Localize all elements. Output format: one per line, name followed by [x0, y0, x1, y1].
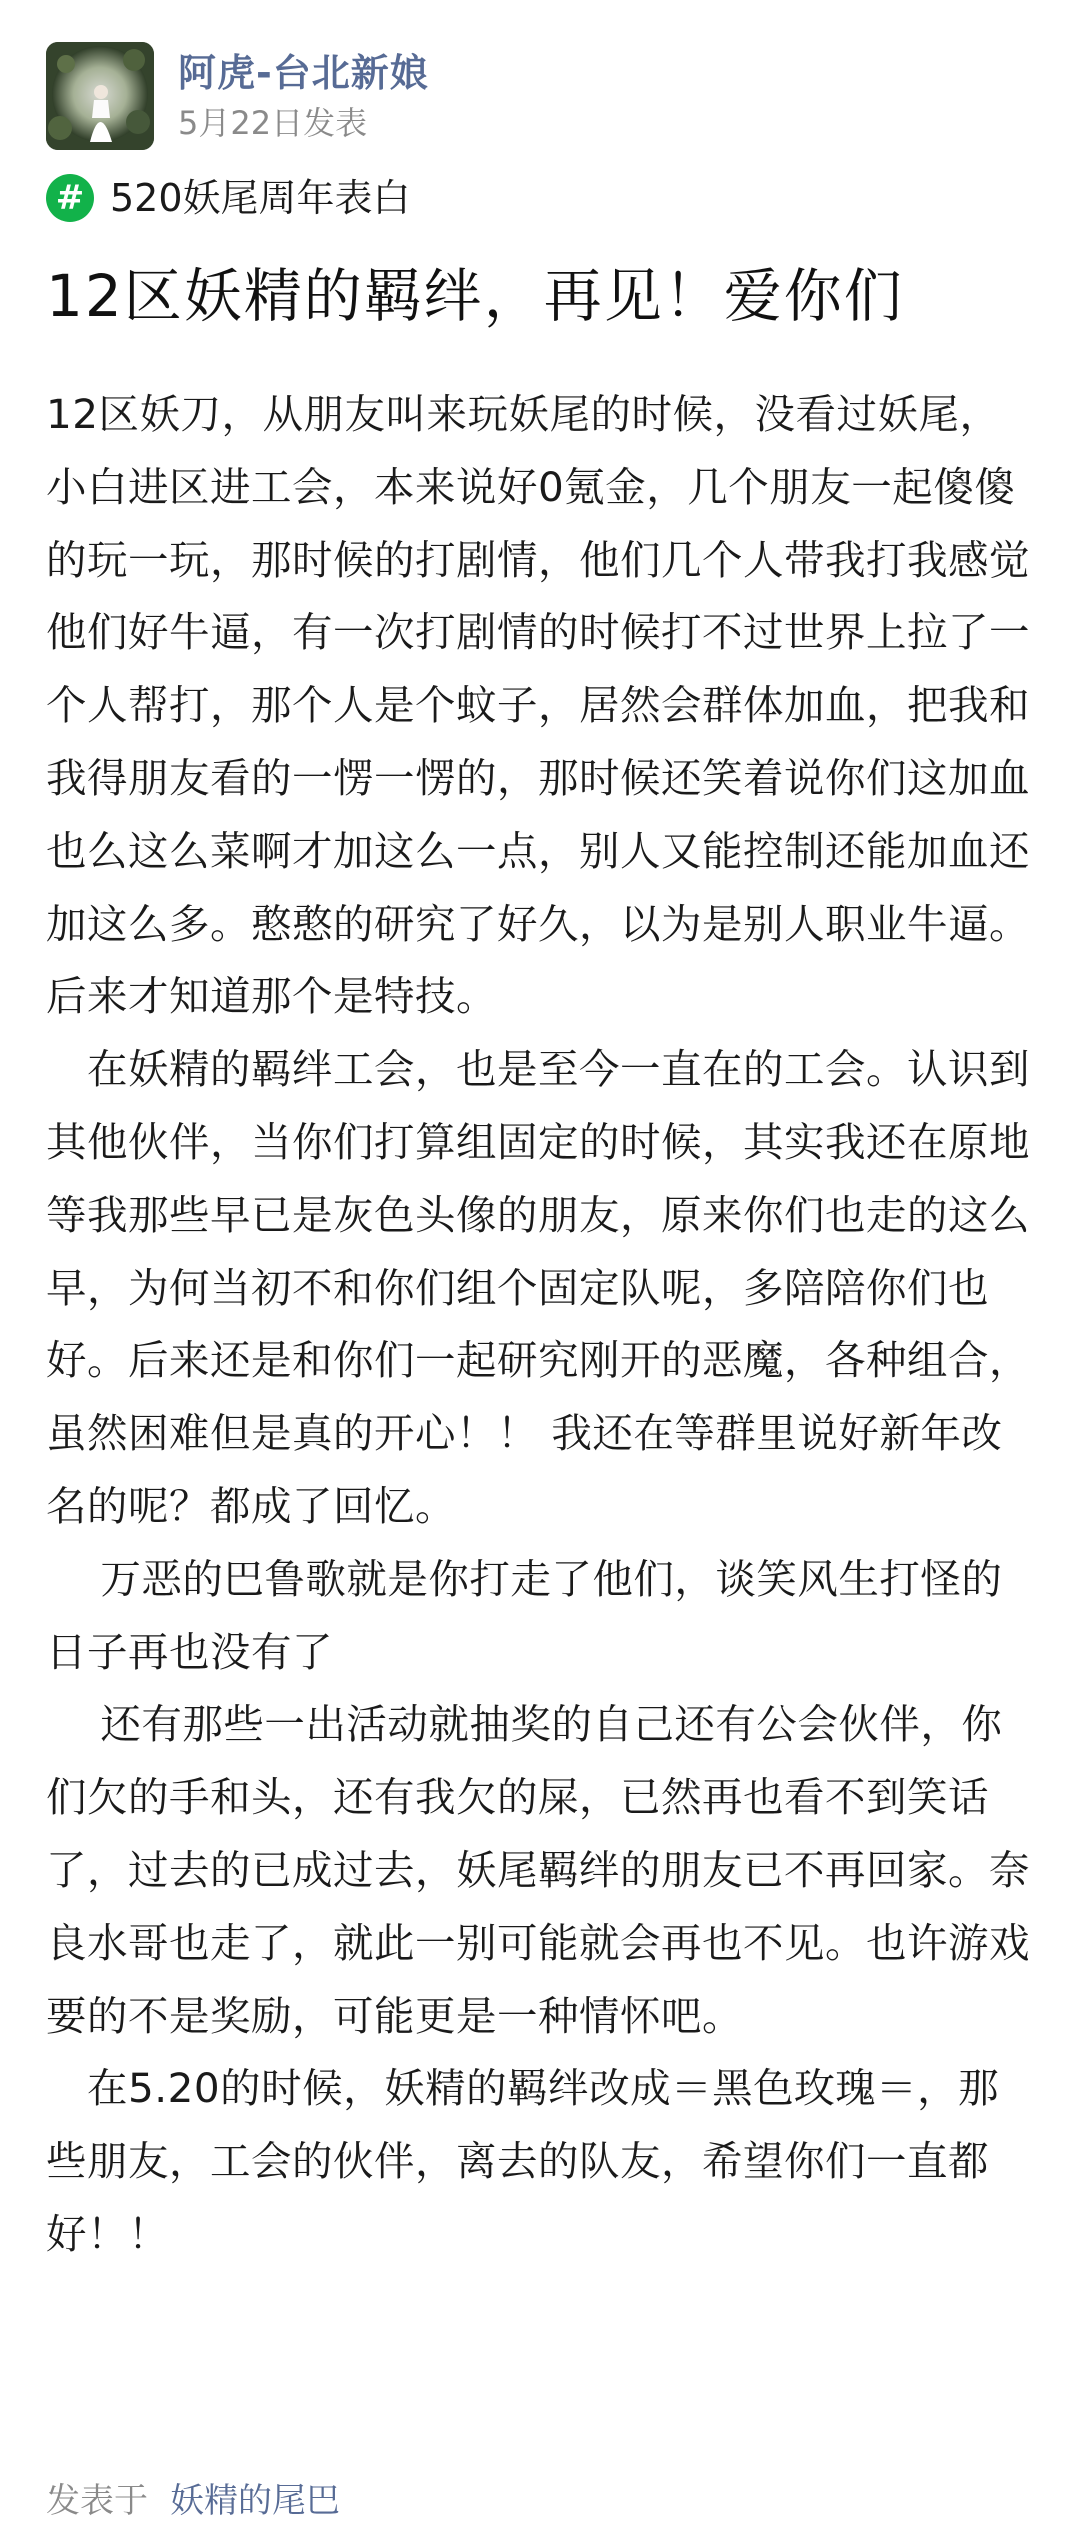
- post-paragraph: 万恶的巴鲁歌就是你打走了他们，谈笑风生打怪的日子再也没有了: [46, 1554, 1003, 1676]
- hashtag-icon: #: [46, 174, 94, 222]
- author-name[interactable]: 阿虎-台北新娘: [178, 51, 429, 95]
- post-paragraph: 在妖精的羁绊工会，也是至今一直在的工会。认识到其他伙伴，当你们打算组固定的时候，其实我还在原地等我那些早已是灰色头像的朋友，原来你们也走的这么早，为何当初不和你们组个固定队呢，多陪陪你们也好。后来还是和你们一起研究刚开的恶魔，各种组合，虽然困难但是真的开心！！ 我还在等群里说好新年改名的呢？都成了回忆。: [46, 1045, 1030, 1530]
- avatar[interactable]: [46, 42, 154, 150]
- post-paragraph: 12区妖刀，从朋友叫来玩妖尾的时候，没看过妖尾，小白进区进工会，本来说好0氪金，几个朋友一起傻傻的玩一玩，那时候的打剧情，他们几个人带我打我感觉他们好牛逼，有一次打剧情的时候打不过世界上拉了一个人帮打，那个人是个蚊子，居然会群体加血，把我和我得朋友看的一愣一愣的，那时候还笑着说你们这加血也么这么菜啊才加这么一点，别人又能控制还能加血还加这么多。憨憨的研究了好久，以为是别人职业牛逼。后来才知道那个是特技。: [46, 390, 1030, 1021]
- footer-prefix: 发表于: [46, 2481, 148, 2521]
- post-header: [46, 42, 429, 150]
- topic-label: 520妖尾周年表白: [110, 176, 411, 220]
- post-content: [46, 378, 1036, 2271]
- topic-tag[interactable]: [46, 172, 411, 224]
- post-time: 5月22日发表: [178, 104, 368, 142]
- avatar-image: [46, 42, 154, 150]
- group-link[interactable]: 妖精的尾巴: [170, 2481, 340, 2521]
- post-footer: [46, 2478, 340, 2524]
- author-block: [178, 49, 429, 143]
- post-title: 12区妖精的羁绊，再见！爱你们: [46, 262, 904, 330]
- post-paragraph: 在5.20的时候，妖精的羁绊改成＝黑色玫瑰＝，那些朋友，工会的伙伴，离去的队友，希望你们一直都好！！: [46, 2064, 1000, 2258]
- post-paragraph: 还有那些一出活动就抽奖的自己还有公会伙伴，你们欠的手和头，还有我欠的屎，已然再也看不到笑话了，过去的已成过去，妖尾羁绊的朋友已不再回家。奈良水哥也走了，就此一别可能就会再也不见。也许游戏要的不是奖励，可能更是一种情怀吧。: [46, 1700, 1030, 2040]
